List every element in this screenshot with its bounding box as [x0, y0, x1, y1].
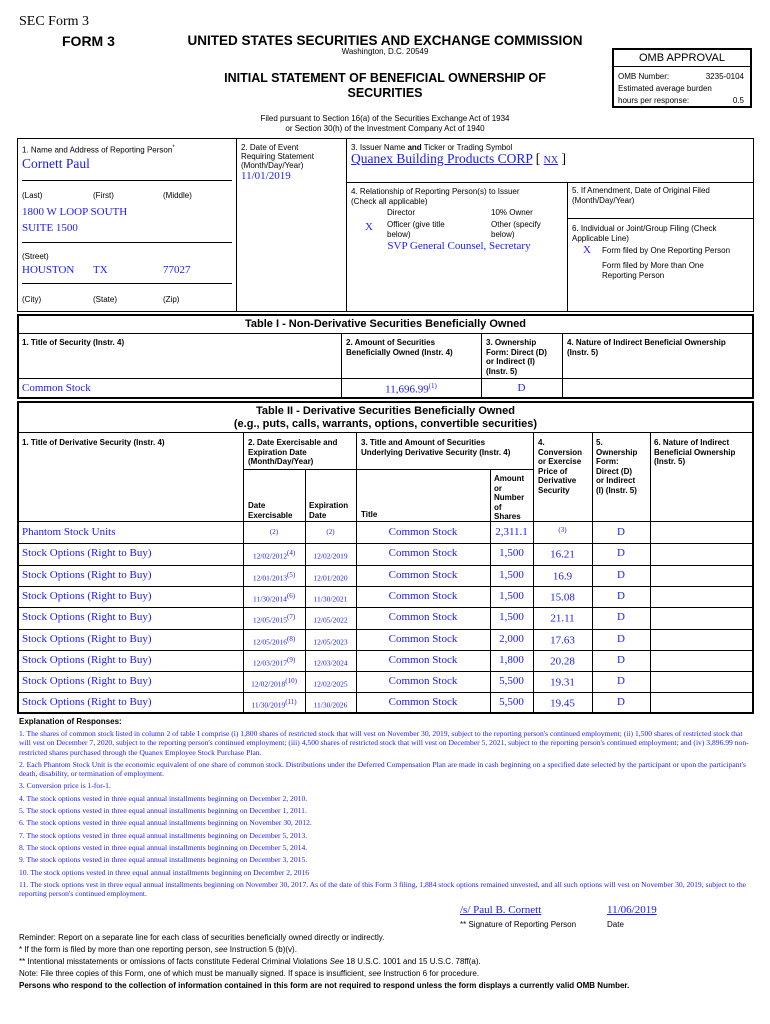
explanation-notes — [19, 729, 754, 901]
explanation-note: 8. The stock options vested in three equal annual installments beginning on December 5, 2014. — [19, 842, 308, 852]
t2-cell-form: D — [617, 632, 625, 645]
omb-hours-label: hours per response: — [618, 96, 690, 105]
filing-more-persons: Form filed by More than One Reporting Person — [602, 261, 704, 280]
footer-line2: ** Intentional misstatements or omissions of facts constitute Federal Criminal Violations See 18 U.S.C. 1001 and 15 U.S.C. 78ff(a). — [19, 957, 481, 966]
table-2-title: Table II - Derivative Securities Beneficially Owned (e.g., puts, calls, warrants, options, convertible securities) — [233, 405, 538, 430]
t2-cell-expiration: 12/05/2023 — [313, 637, 348, 646]
form-number: FORM 3 — [62, 33, 115, 49]
omb-number-label: OMB Number: — [618, 72, 670, 81]
t2-col2-header: 2. Date Exercisable and Expiration Date (Month/Day/Year) — [248, 438, 338, 466]
t2-cell-expiration: 11/30/2021 — [313, 594, 348, 604]
t2-cell-form: D — [617, 589, 625, 602]
t2-cell-title: Stock Options (Right to Buy) — [22, 568, 152, 581]
t2-cell-amount: 1,500 — [499, 611, 524, 624]
t2-cell-amount: 5,500 — [499, 696, 524, 709]
officer-label: Officer (give title below) — [387, 220, 445, 239]
t2-cell-amount: 2,000 — [499, 632, 524, 645]
t2-cell-title: Stock Options (Right to Buy) — [22, 675, 152, 688]
t2-cell-exercisable: 12/03/2017(9) — [252, 655, 296, 668]
director-label: Director — [387, 208, 416, 217]
issuer-ticker[interactable]: NX — [543, 155, 559, 166]
t2-cell-amount: 1,800 — [499, 653, 524, 666]
event-date-label: 2. Date of Event Requiring Statement (Month/Day/Year) — [241, 143, 314, 170]
filing-checkmark: X — [583, 244, 591, 256]
t2-cell-underlying: Common Stock — [388, 547, 458, 560]
t2-cell-title: Phantom Stock Units — [22, 526, 116, 538]
filed-pursuant — [180, 114, 590, 134]
t1-col4-header: 4. Nature of Indirect Beneficial Ownership (Instr. 5) — [567, 338, 726, 357]
agency-city: Washington, D.C. 20549 — [341, 47, 429, 56]
t2-cell-underlying: Common Stock — [388, 696, 458, 709]
t2-cell-price: (3) — [558, 526, 567, 534]
t2-cell-form: D — [617, 653, 625, 666]
explanation-note: 5. The stock options vested in three equal annual installments beginning on December 1, 2011. — [19, 806, 307, 816]
footer-reminder: Reminder: Report on a separate line for each class of securities beneficially owned directly or indirectly. — [19, 933, 385, 942]
t2-cell-underlying: Common Stock — [388, 675, 458, 688]
t2-cell-exercisable: 12/01/2013(5) — [252, 570, 296, 583]
first-label: (First) — [93, 191, 114, 200]
filing-one-person: Form filed by One Reporting Person — [602, 246, 731, 255]
t2-cell-form: D — [617, 526, 625, 538]
issuer-name-link[interactable]: Quanex Building Products CORP — [351, 151, 533, 166]
t2-cell-title: Stock Options (Right to Buy) — [22, 696, 152, 709]
t1-col1-header: 1. Title of Security (Instr. 4) — [22, 338, 125, 347]
t2-cell-price: 19.45 — [550, 698, 575, 711]
t2-cell-expiration: 11/30/2026 — [313, 700, 348, 710]
reporting-person-label: 1. Name and Address of Reporting Person* — [22, 145, 175, 155]
officer-checkmark: X — [365, 221, 373, 233]
t2-cell-title: Stock Options (Right to Buy) — [22, 653, 152, 666]
t2-cell-exercisable: 12/02/2018(10) — [251, 677, 297, 689]
t2-cell-price: 17.63 — [550, 634, 575, 647]
zip-value: 77027 — [163, 264, 191, 276]
t2-cell-amount: 5,500 — [499, 675, 524, 688]
t2-cell-exercisable: 12/02/2012(4) — [252, 549, 296, 561]
omb-title: OMB APPROVAL — [614, 50, 750, 67]
t2-cell-underlying: Common Stock — [388, 632, 458, 645]
t1-row-form: D — [517, 382, 526, 394]
t1-col3-header: 3. Ownership Form: Direct (D) or Indirect (I) (Instr. 5) — [486, 338, 547, 376]
t2-col1-header: 1. Title of Derivative Security (Instr. 4) — [22, 438, 165, 447]
t2-cell-underlying: Common Stock — [388, 653, 458, 666]
t2-cell-title: Stock Options (Right to Buy) — [22, 611, 152, 624]
form-title — [180, 71, 590, 101]
state-value: TX — [93, 264, 108, 276]
t2-cell-exercisable: 12/05/2015(7) — [252, 613, 296, 625]
t2-cell-form: D — [617, 547, 625, 560]
relationship-label: 4. Relationship of Reporting Person(s) to Issuer (Check all applicable) — [351, 187, 520, 206]
zip-label: (Zip) — [163, 295, 180, 304]
t1-row-title: Common Stock — [22, 382, 91, 394]
t1-row-amount: 11,696.99$^{(1)}$ — [385, 382, 437, 396]
other-label: Other (specify below) — [491, 220, 541, 239]
t2-cell-underlying: Common Stock — [388, 611, 458, 624]
sec-form-label: SEC Form 3 — [19, 14, 90, 29]
t2-cell-title: Stock Options (Right to Buy) — [22, 547, 152, 560]
issuer-label: 3. Issuer Name and Ticker or Trading Symbol — [351, 143, 513, 152]
t2-cell-expiration: 12/02/2019 — [313, 551, 348, 561]
signature-date: 11/06/2019 — [607, 904, 657, 916]
ten-percent-owner-label: 10% Owner — [491, 208, 533, 217]
t2-cell-price: 19.31 — [550, 676, 575, 689]
omb-burden-label: Estimated average burden — [618, 84, 712, 93]
address-line1: 1800 W LOOP SOUTH — [22, 206, 128, 218]
t2-cell-exercisable: 11/30/2014(6) — [252, 591, 296, 604]
explanation-note: 2. Each Phantom Stock Unit is the economic equivalent of one share of common stock. Distributions under the Deferred Compensation Plan are made in cash beginning on a specified date selected by the participant or upon the participant's death, disability, or termination of employment. — [19, 759, 747, 779]
t2-col4-header: 4. Conversion or Exercise Price of Derivative Security — [538, 438, 583, 495]
middle-label: (Middle) — [163, 191, 192, 200]
footer-line3: Note: File three copies of this Form, one of which must be manually signed. If space is insufficient, see Instruction 6 for procedure. — [19, 969, 480, 978]
omb-hours: 0.5 — [732, 96, 744, 105]
t2-cell-form: D — [617, 675, 625, 688]
omb-approval-box — [612, 48, 752, 108]
t2-cell-exercisable: 12/05/2016(8) — [252, 634, 296, 646]
t2-sub-date-exercisable: Date Exercisable — [248, 501, 293, 520]
t2-sub-expiration: Expiration Date — [309, 501, 349, 520]
t1-col2-header: 2. Amount of Securities Beneficially Owned (Instr. 4) — [346, 338, 453, 357]
t2-cell-price: 15.08 — [550, 591, 575, 604]
explanation-note: 6. The stock options vested in three equal annual installments beginning on November 30, 2012. — [19, 818, 312, 828]
t2-cell-price: 16.21 — [550, 548, 575, 561]
issuer-name-line: Quanex Building Products CORP [ NX ] — [351, 151, 566, 166]
t2-cell-exercisable: 11/30/2019(11) — [251, 698, 297, 710]
t2-cell-expiration: 12/05/2022 — [313, 615, 348, 625]
omb-number: 3235-0104 — [705, 72, 744, 81]
t2-cell-amount: 1,500 — [499, 568, 524, 581]
filed-line1: Filed pursuant to Section 16(a) of the Securities Exchange Act of 1934 — [260, 114, 510, 123]
t2-cell-title: Stock Options (Right to Buy) — [22, 632, 152, 645]
explanation-note: 11. The stock options vest in three equal annual installments beginning on November 30, 2017. As of the date of this Form 3 filing, 1,884 stock options remained unvested, and all such options will vest on November 30, 2019, subject to the reporting person's continued employment. — [19, 879, 746, 899]
explanation-note: 9. The stock options vested in three equal annual installments beginning on December 3, 2015. — [19, 855, 308, 865]
t2-col3-header: 3. Title and Amount of Securities Underlying Derivative Security (Instr. 4) — [361, 438, 511, 457]
t2-cell-amount: 1,500 — [499, 589, 524, 602]
filing-label: 6. Individual or Joint/Group Filing (Check Applicable Line) — [572, 224, 717, 243]
t2-sub-title: Title — [361, 510, 378, 519]
t2-cell-expiration: (2) — [326, 528, 335, 536]
filed-line2: or Section 30(h) of the Investment Company Act of 1940 — [285, 124, 485, 133]
explanation-note: 4. The stock options vested in three equal annual installments beginning on December 2, 2010. — [19, 793, 308, 803]
t2-cell-exercisable: (2) — [269, 528, 279, 536]
t2-cell-price: 20.28 — [550, 655, 575, 668]
explanation-note: 3. Conversion price is 1-for-1. — [19, 781, 111, 791]
t2-cell-price: 16.9 — [552, 570, 573, 583]
signature-label: ** Signature of Reporting Person — [460, 920, 577, 929]
t2-col5-header: 5. Ownership Form: Direct (D) or Indirect (I) (Instr. 5) — [596, 438, 638, 495]
t2-cell-form: D — [617, 568, 625, 581]
amendment-label: 5. If Amendment, Date of Original Filed (Month/Day/Year) — [572, 186, 710, 205]
city-label: (City) — [22, 295, 42, 304]
last-label: (Last) — [22, 191, 43, 200]
t2-sub-amount: Amount or Number of Shares — [494, 474, 525, 521]
street-label: (Street) — [22, 252, 49, 261]
city-value: HOUSTON — [22, 264, 75, 276]
event-date: 11/01/2019 — [241, 170, 291, 182]
signature-name: /s/ Paul B. Cornett — [460, 904, 542, 916]
form-title-line1: INITIAL STATEMENT OF BENEFICIAL OWNERSHIP OF — [224, 71, 546, 85]
t2-cell-expiration: 12/02/2025 — [313, 679, 348, 689]
t2-cell-amount: 1,500 — [499, 547, 524, 560]
table-1-title: Table I - Non-Derivative Securities Beneficially Owned — [245, 318, 526, 330]
t2-cell-amount: 2,311.1 — [495, 526, 528, 538]
explanation-note: 7. The stock options vested in three equal annual installments beginning on December 5, 2013. — [19, 830, 308, 840]
explanation-note: 1. The shares of common stock listed in column 2 of table I comprise (i) 1,800 shares of restricted stock that will vest on November 30, 2019, subject to the reporting person's continued employment; (ii) 1,500 shares of restricted stock that will vest on December 7, 2020, subject to the reporting person's continued employment; (iii) 4,500 shares of restricted stock that will vest on December 5, 2021, subject to the reporting person's continued employment; and (iv) 3,896.99 non-restricted shares purchased through the Quanex Employee Stock Purchase Plan. — [19, 729, 749, 757]
signature-date-label: Date — [607, 920, 624, 929]
t2-cell-form: D — [617, 696, 625, 709]
t2-cell-underlying: Common Stock — [388, 568, 458, 581]
t2-cell-expiration: 12/01/2020 — [313, 573, 348, 583]
t2-cell-title: Stock Options (Right to Buy) — [22, 589, 152, 602]
t2-cell-expiration: 12/03/2024 — [313, 658, 348, 668]
state-label: (State) — [93, 295, 118, 304]
t2-cell-underlying: Common Stock — [388, 526, 458, 538]
t2-cell-price: 21.11 — [550, 612, 575, 625]
reporting-person-name: Cornett Paul — [22, 156, 90, 171]
address-line2: SUITE 1500 — [22, 222, 78, 234]
officer-title: SVP General Counsel, Secretary — [387, 240, 531, 252]
agency-title: UNITED STATES SECURITIES AND EXCHANGE COMMISSION — [187, 33, 583, 48]
t2-cell-underlying: Common Stock — [388, 589, 458, 602]
footer-omb-notice: Persons who respond to the collection of information contained in this form are not required to respond unless the form displays a currently valid OMB Number. — [19, 981, 630, 990]
form-title-line2: SECURITIES — [347, 86, 423, 100]
t2-col6-header: 6. Nature of Indirect Beneficial Ownership (Instr. 5) — [654, 438, 736, 466]
explanation-note: 10. The stock options vested in three equal annual installments beginning on December 2, 2016 — [19, 867, 310, 877]
footer-line1: * If the form is filed by more than one reporting person, see Instruction 5 (b)(v). — [19, 945, 297, 954]
t2-cell-form: D — [617, 611, 625, 624]
explanation-title: Explanation of Responses: — [19, 717, 122, 726]
